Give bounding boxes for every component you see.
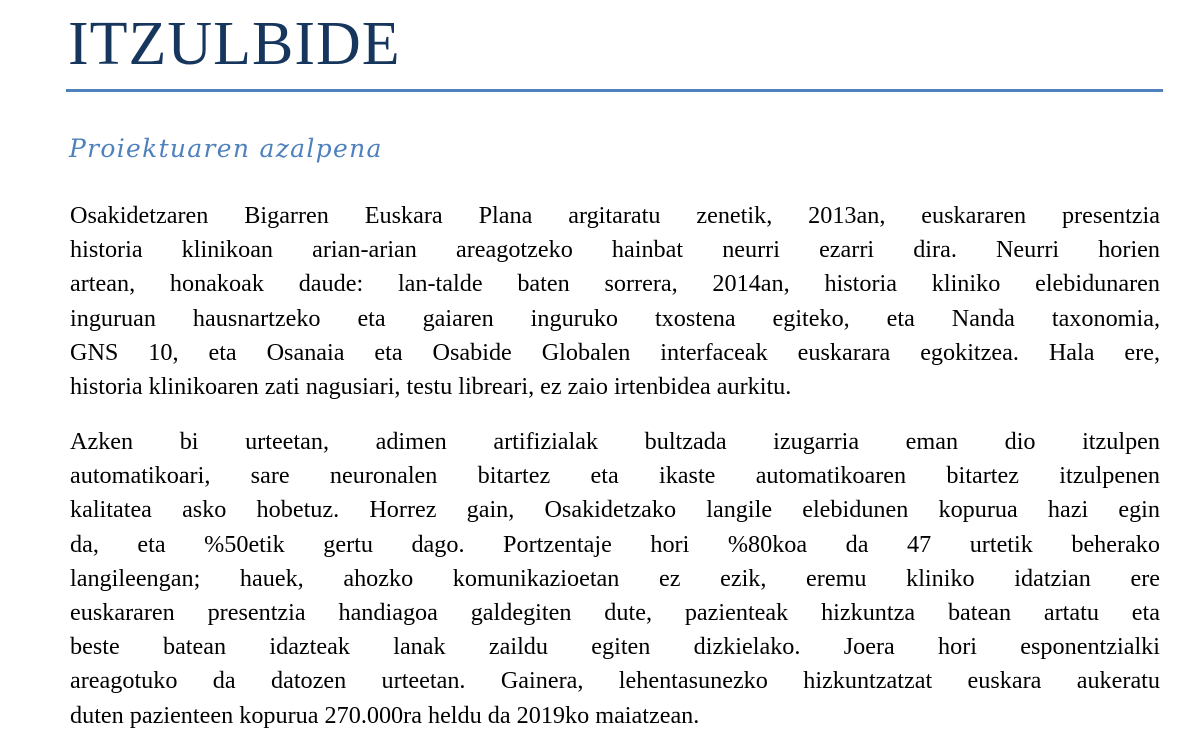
paragraph-1-line: Osakidetzaren Bigarren Euskara Plana argitaratu zenetik, 2013an, euskararen presentzia	[70, 202, 1160, 229]
section-heading: Proiektuaren azalpena	[69, 134, 383, 163]
paragraph-2-line: duten pazienteen kopurua 270.000ra heldu da 2019ko maiatzean.	[70, 701, 700, 729]
paragraph-2-line: automatikoari, sare neuronalen bitartez eta ikaste automatikoaren bitartez itzulpenen	[70, 462, 1160, 490]
paragraph-2	[70, 425, 1160, 733]
paragraph-1-line: artean, honakoak daude: lan-talde baten sorrera, 2014an, historia kliniko elebidunaren	[70, 270, 1160, 298]
paragraph-2-line: beste batean idazteak lanak zaildu egiten dizkielako. Joera hori esponentzialki	[70, 633, 1160, 661]
paragraph-2-line: areagotuko da datozen urteetan. Gainera, lehentasunezko hizkuntzatzat euskara aukeratu	[70, 667, 1160, 695]
paragraph-1-line: GNS 10, eta Osanaia eta Osabide Globalen interfaceak euskarara egokitzea. Hala ere,	[70, 338, 1160, 366]
paragraph-2-line: langileengan; hauek, ahozko komunikazioetan ez ezik, eremu kliniko idatzian ere	[70, 564, 1160, 592]
paragraph-2-line: Azken bi urteetan, adimen artifizialak bultzada izugarria eman dio itzulpen	[70, 428, 1160, 455]
paragraph-1-line: historia klinikoan arian-arian areagotzeko hainbat neurri ezarri dira. Neurri horien	[70, 236, 1160, 264]
paragraph-1-line: inguruan hausnartzeko eta gaiaren inguruko txostena egiteko, eta Nanda taxonomia,	[70, 304, 1160, 332]
document-title: ITZULBIDE	[68, 10, 401, 78]
paragraph-2-line: euskararen presentzia handiagoa galdegiten dute, pazienteak hizkuntza batean artatu eta	[70, 599, 1160, 627]
paragraph-2-line: kalitatea asko hobetuz. Horrez gain, Osakidetzako langile elebidunen kopurua hazi egin	[70, 496, 1160, 524]
paragraph-1-line: historia klinikoaren zati nagusiari, testu libreari, ez zaio irtenbidea aurkitu.	[70, 373, 792, 401]
paragraph-1	[70, 199, 1160, 404]
paragraph-2-line: da, eta %50etik gertu dago. Portzentaje hori %80koa da 47 urtetik beherako	[70, 530, 1160, 558]
title-underline-rule	[66, 89, 1163, 92]
